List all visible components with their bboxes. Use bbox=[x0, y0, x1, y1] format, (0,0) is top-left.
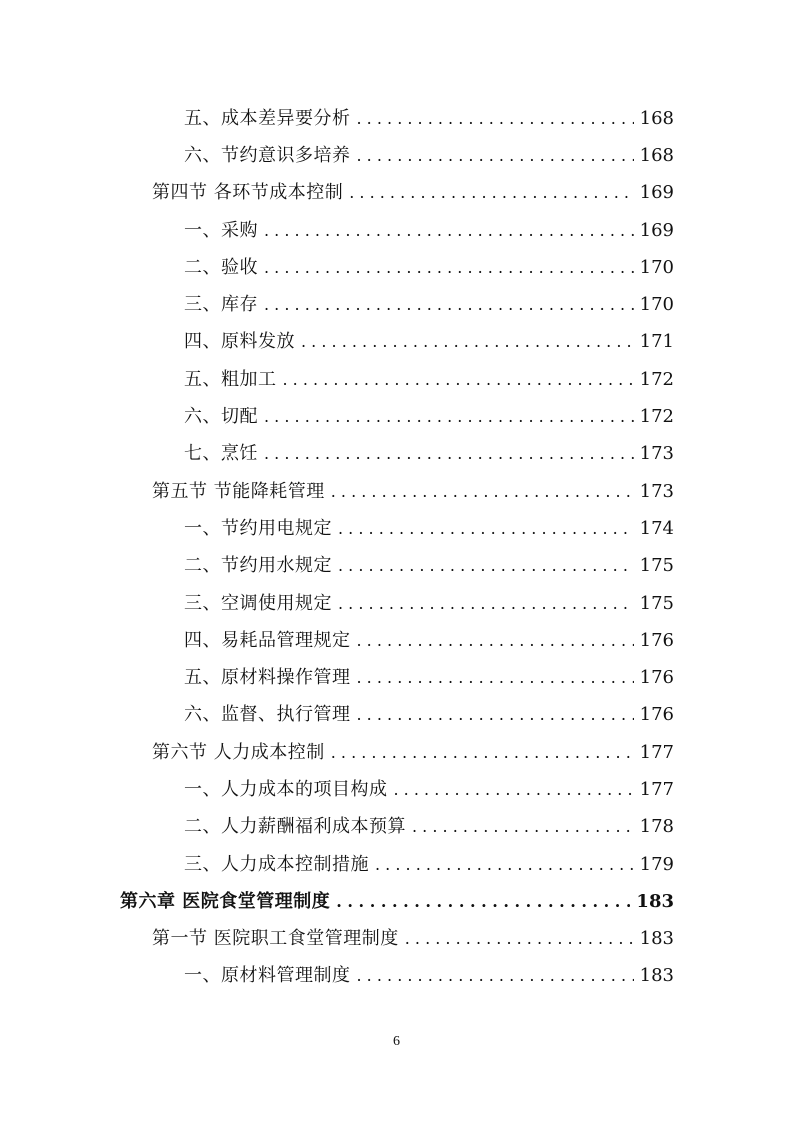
toc-entry-section[interactable] bbox=[0, 734, 793, 771]
toc-entry-title: 第五节 节能降耗管理 bbox=[152, 480, 325, 502]
toc-entry-section[interactable] bbox=[0, 473, 793, 510]
toc-dot-leader bbox=[336, 890, 630, 914]
toc-dot-leader bbox=[375, 853, 634, 877]
toc-entry-item[interactable] bbox=[0, 100, 793, 137]
toc-dot-leader bbox=[394, 778, 634, 802]
toc-dot-leader bbox=[283, 368, 634, 392]
toc-dot-leader bbox=[301, 330, 634, 354]
table-of-contents bbox=[0, 100, 793, 995]
toc-entry-title: 四、原料发放 bbox=[184, 331, 295, 353]
toc-entry-section[interactable] bbox=[0, 175, 793, 212]
toc-entry-section[interactable] bbox=[0, 921, 793, 958]
toc-entry-title: 一、采购 bbox=[184, 219, 258, 241]
toc-entry-title: 三、库存 bbox=[184, 294, 258, 316]
toc-entry-item[interactable] bbox=[0, 697, 793, 734]
toc-entry-title: 一、人力成本的项目构成 bbox=[184, 778, 388, 800]
toc-dot-leader bbox=[264, 219, 634, 243]
toc-entry-title: 六、节约意识多培养 bbox=[184, 144, 351, 166]
toc-entry-title: 一、节约用电规定 bbox=[184, 517, 332, 539]
toc-entry-page-number: 174 bbox=[639, 517, 674, 539]
toc-dot-leader bbox=[338, 517, 634, 541]
toc-entry-item[interactable] bbox=[0, 436, 793, 473]
toc-entry-title: 六、监督、执行管理 bbox=[184, 704, 351, 726]
toc-entry-page-number: 183 bbox=[636, 890, 674, 912]
toc-entry-item[interactable] bbox=[0, 137, 793, 174]
toc-entry-page-number: 170 bbox=[639, 294, 674, 316]
toc-entry-page-number: 177 bbox=[639, 778, 674, 800]
toc-dot-leader bbox=[357, 107, 634, 131]
toc-entry-page-number: 176 bbox=[639, 704, 674, 726]
toc-dot-leader bbox=[357, 144, 634, 168]
toc-entry-item[interactable] bbox=[0, 398, 793, 435]
toc-entry-title: 二、验收 bbox=[184, 256, 258, 278]
toc-entry-page-number: 175 bbox=[639, 592, 674, 614]
toc-entry-title: 五、原材料操作管理 bbox=[184, 667, 351, 689]
toc-entry-title: 二、人力薪酬福利成本预算 bbox=[184, 816, 406, 838]
toc-entry-title: 五、粗加工 bbox=[184, 368, 277, 390]
toc-entry-title: 六、切配 bbox=[184, 406, 258, 428]
toc-entry-title: 第一节 医院职工食堂管理制度 bbox=[152, 928, 399, 950]
toc-entry-page-number: 172 bbox=[639, 406, 674, 428]
toc-entry-page-number: 169 bbox=[639, 219, 674, 241]
toc-entry-item[interactable] bbox=[0, 510, 793, 547]
toc-entry-title: 第六章 医院食堂管理制度 bbox=[120, 890, 331, 912]
toc-entry-item[interactable] bbox=[0, 286, 793, 323]
toc-entry-item[interactable] bbox=[0, 324, 793, 361]
toc-entry-page-number: 168 bbox=[639, 107, 674, 129]
toc-entry-item[interactable] bbox=[0, 659, 793, 696]
toc-entry-page-number: 173 bbox=[639, 480, 674, 502]
toc-entry-item[interactable] bbox=[0, 212, 793, 249]
page-number: 6 bbox=[393, 1034, 400, 1049]
toc-entry-title: 四、易耗品管理规定 bbox=[184, 629, 351, 651]
toc-entry-item[interactable] bbox=[0, 958, 793, 995]
toc-entry-title: 三、空调使用规定 bbox=[184, 592, 332, 614]
toc-entry-item[interactable] bbox=[0, 846, 793, 883]
toc-entry-page-number: 170 bbox=[639, 256, 674, 278]
toc-dot-leader bbox=[331, 480, 634, 504]
toc-entry-title: 二、节约用水规定 bbox=[184, 555, 332, 577]
toc-dot-leader bbox=[357, 629, 634, 653]
toc-entry-title: 第四节 各环节成本控制 bbox=[152, 182, 344, 204]
toc-entry-item[interactable] bbox=[0, 249, 793, 286]
toc-entry-page-number: 179 bbox=[639, 853, 674, 875]
toc-dot-leader bbox=[357, 703, 634, 727]
toc-entry-page-number: 178 bbox=[639, 816, 674, 838]
toc-entry-title: 一、原材料管理制度 bbox=[184, 965, 351, 987]
toc-entry-page-number: 173 bbox=[639, 443, 674, 465]
toc-entry-page-number: 176 bbox=[639, 667, 674, 689]
toc-entry-item[interactable] bbox=[0, 361, 793, 398]
toc-entry-title: 七、烹饪 bbox=[184, 443, 258, 465]
toc-dot-leader bbox=[264, 405, 634, 429]
toc-entry-item[interactable] bbox=[0, 548, 793, 585]
toc-dot-leader bbox=[264, 256, 634, 280]
toc-entry-item[interactable] bbox=[0, 809, 793, 846]
toc-dot-leader bbox=[338, 554, 634, 578]
toc-dot-leader bbox=[357, 964, 634, 988]
toc-entry-item[interactable] bbox=[0, 585, 793, 622]
toc-entry-item[interactable] bbox=[0, 771, 793, 808]
toc-entry-title: 五、成本差异要分析 bbox=[184, 107, 351, 129]
toc-entry-title: 第六节 人力成本控制 bbox=[152, 741, 325, 763]
toc-entry-page-number: 169 bbox=[639, 182, 674, 204]
toc-dot-leader bbox=[264, 442, 634, 466]
toc-entry-chapter[interactable] bbox=[0, 883, 793, 920]
toc-entry-page-number: 183 bbox=[639, 928, 674, 950]
toc-dot-leader bbox=[338, 592, 634, 616]
toc-dot-leader bbox=[349, 181, 633, 205]
toc-entry-page-number: 177 bbox=[639, 741, 674, 763]
toc-dot-leader bbox=[357, 666, 634, 690]
toc-dot-leader bbox=[264, 293, 634, 317]
toc-dot-leader bbox=[405, 927, 634, 951]
toc-entry-title: 三、人力成本控制措施 bbox=[184, 853, 369, 875]
toc-dot-leader bbox=[331, 741, 634, 765]
toc-entry-page-number: 183 bbox=[639, 965, 674, 987]
toc-entry-page-number: 175 bbox=[639, 555, 674, 577]
toc-entry-page-number: 176 bbox=[639, 629, 674, 651]
toc-entry-page-number: 171 bbox=[639, 331, 674, 353]
toc-entry-page-number: 168 bbox=[639, 144, 674, 166]
toc-dot-leader bbox=[412, 815, 634, 839]
toc-entry-page-number: 172 bbox=[639, 368, 674, 390]
toc-entry-item[interactable] bbox=[0, 622, 793, 659]
